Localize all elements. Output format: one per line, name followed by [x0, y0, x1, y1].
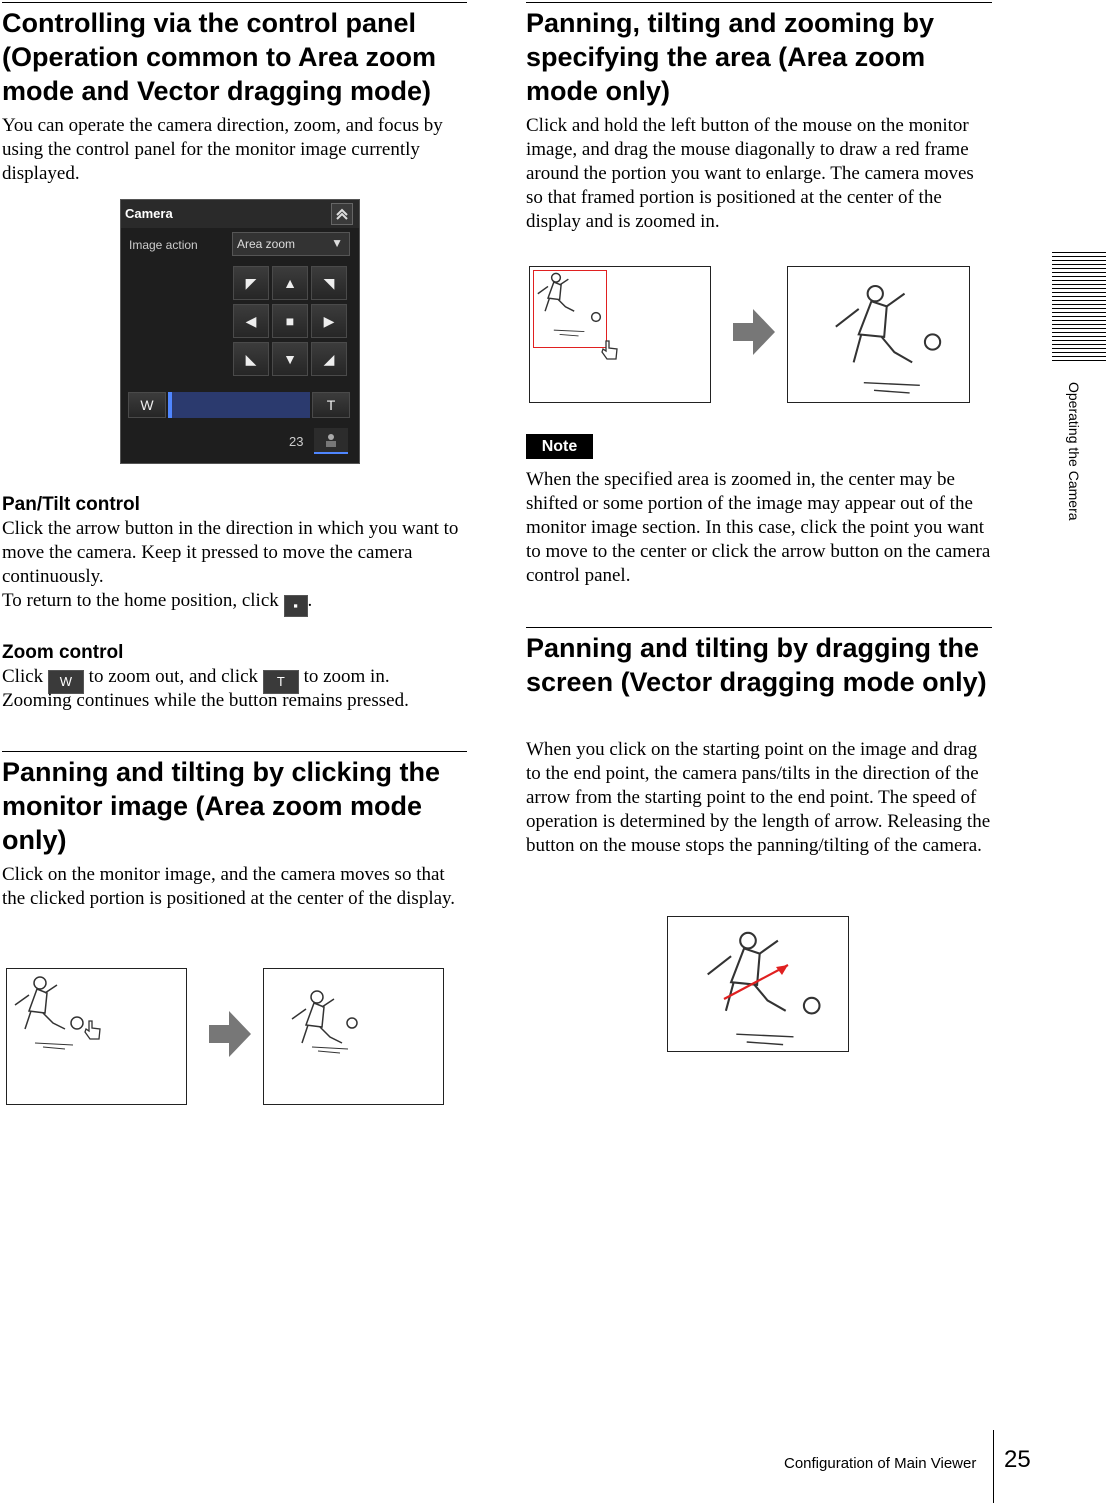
- click-pan-text: Click on the monitor image, and the camera moves so that the clicked portion is positioned at the center of the display.: [2, 864, 456, 909]
- click-pan-figure-after: [263, 968, 444, 1105]
- note-text: When the specified area is zoomed in, the center may be shifted or some portion of the image may appear out of the monitor image section. In this case, click the point you want to move to the center or click the arrow button on the camera control panel.: [526, 469, 991, 586]
- pan-left-button[interactable]: [233, 304, 269, 338]
- vector-text: When you click on the starting point on the image and drag to the end point, the camera pans/tilts in the direction of the arrow from the starting point to the end point. The speed of operation is determined by the length of arrow. Releasing the button on the mouse stops the panning/tilting of the camera.: [526, 739, 991, 856]
- pan-up-right-button[interactable]: [311, 266, 347, 300]
- zoom-out-label: W: [140, 397, 154, 413]
- home-square-icon: ▪: [293, 598, 298, 613]
- soccer-player-icon: [532, 269, 612, 349]
- arrow-right-icon: ▶: [323, 312, 335, 329]
- hand-cursor-icon: [83, 1019, 103, 1041]
- pan-down-right-button[interactable]: [311, 342, 347, 376]
- pan-up-left-button[interactable]: [233, 266, 269, 300]
- home-square-icon: ■: [285, 313, 295, 329]
- zoom-out-inline-label: W: [59, 674, 73, 689]
- section-heading-area-zoom: Panning, tilting and zooming by specifying the area (Area zoom mode only): [526, 2, 992, 108]
- hand-cursor-icon: [600, 339, 620, 361]
- vector-drag-figure: [667, 916, 849, 1052]
- home-inline-button: [284, 595, 308, 617]
- focus-button[interactable]: [314, 428, 348, 454]
- pan-tilt-text: Click the arrow button in the direction in which you want to move the camera. Keep it pressed to move the camera continuously.: [2, 518, 459, 587]
- pan-right-button[interactable]: [311, 304, 347, 338]
- zoom-click-text: Click: [2, 666, 44, 687]
- home-position-line: [2, 589, 467, 617]
- click-pan-figure-before: [6, 968, 187, 1105]
- image-action-select[interactable]: [232, 232, 350, 256]
- zoom-slider-track[interactable]: [168, 392, 310, 418]
- area-zoom-figure-before: [529, 266, 711, 403]
- focus-icon: [314, 428, 348, 452]
- image-action-value: Area zoom: [237, 237, 296, 251]
- zoom-heading: Zoom control: [2, 642, 124, 663]
- arrow-down-icon: ▼: [283, 351, 297, 367]
- zoom-end-text: to zoom in.: [303, 666, 390, 687]
- image-action-label: Image action: [129, 238, 198, 252]
- home-position-end: .: [307, 590, 313, 611]
- home-button[interactable]: [272, 304, 308, 338]
- arrow-right-icon: [209, 1011, 251, 1057]
- soccer-player-icon: [818, 277, 958, 407]
- panel-title: Camera: [125, 206, 173, 221]
- soccer-player-icon: [7, 971, 117, 1061]
- footer-section: Configuration of Main Viewer: [784, 1455, 977, 1472]
- arrow-left-icon: ◀: [245, 312, 257, 329]
- area-zoom-text: Click and hold the left button of the mouse on the monitor image, and drag the mouse diagonally to draw a red frame around the portion you want to enlarge. The camera moves so that framed portion is positioned at the center of the display and is zoomed in.: [526, 115, 974, 232]
- arrow-up-icon: ▲: [283, 275, 297, 291]
- side-tab-pattern: [1052, 252, 1106, 364]
- section-heading-control-panel: Controlling via the control panel (Operation common to Area zoom mode and Vector dragging mode): [2, 2, 467, 108]
- zoom-continues-text: Zooming continues while the button remains pressed.: [2, 690, 409, 711]
- zoom-slider-thumb[interactable]: [168, 392, 172, 418]
- arrow-down-left-icon: ◣: [245, 350, 257, 367]
- zoom-out-button[interactable]: [128, 392, 166, 418]
- pan-down-button[interactable]: [272, 342, 308, 376]
- side-tab-label: Operating the Camera: [1066, 382, 1082, 521]
- zoom-mid-text: to zoom out, and click: [88, 666, 259, 687]
- dropdown-arrow-icon: ▼: [331, 236, 343, 250]
- collapse-button[interactable]: [331, 203, 353, 225]
- zoom-in-inline-label: T: [276, 674, 285, 689]
- zoom-in-label: T: [326, 397, 336, 413]
- home-position-text: To return to the home position, click: [2, 590, 279, 611]
- zoom-value: 23: [289, 434, 304, 449]
- camera-control-panel: [120, 199, 360, 464]
- arrow-up-right-icon: ◥: [323, 274, 335, 291]
- area-zoom-figure-after: [787, 266, 970, 403]
- zoom-in-button[interactable]: [312, 392, 350, 418]
- arrow-up-left-icon: ◤: [245, 274, 257, 291]
- section-heading-vector: Panning and tilting by dragging the screen (Vector dragging mode only): [526, 627, 992, 699]
- note-label: [526, 434, 593, 459]
- pan-up-button[interactable]: [272, 266, 308, 300]
- page-number: 25: [1004, 1446, 1031, 1473]
- pan-tilt-heading: Pan/Tilt control: [2, 494, 140, 515]
- arrow-right-icon: [733, 309, 775, 355]
- section-heading-click-pan: Panning and tilting by clicking the monitor image (Area zoom mode only): [2, 751, 467, 857]
- soccer-player-icon: [284, 985, 384, 1075]
- pan-down-left-button[interactable]: [233, 342, 269, 376]
- control-panel-intro: You can operate the camera direction, zoom, and focus by using the control panel for the monitor image currently displayed.: [2, 115, 443, 184]
- red-drag-arrow-icon: [720, 957, 800, 1007]
- arrow-down-right-icon: ◢: [323, 350, 335, 367]
- double-chevron-up-icon: [332, 204, 352, 224]
- note-label-text: Note: [541, 438, 578, 455]
- footer-divider: [993, 1430, 994, 1503]
